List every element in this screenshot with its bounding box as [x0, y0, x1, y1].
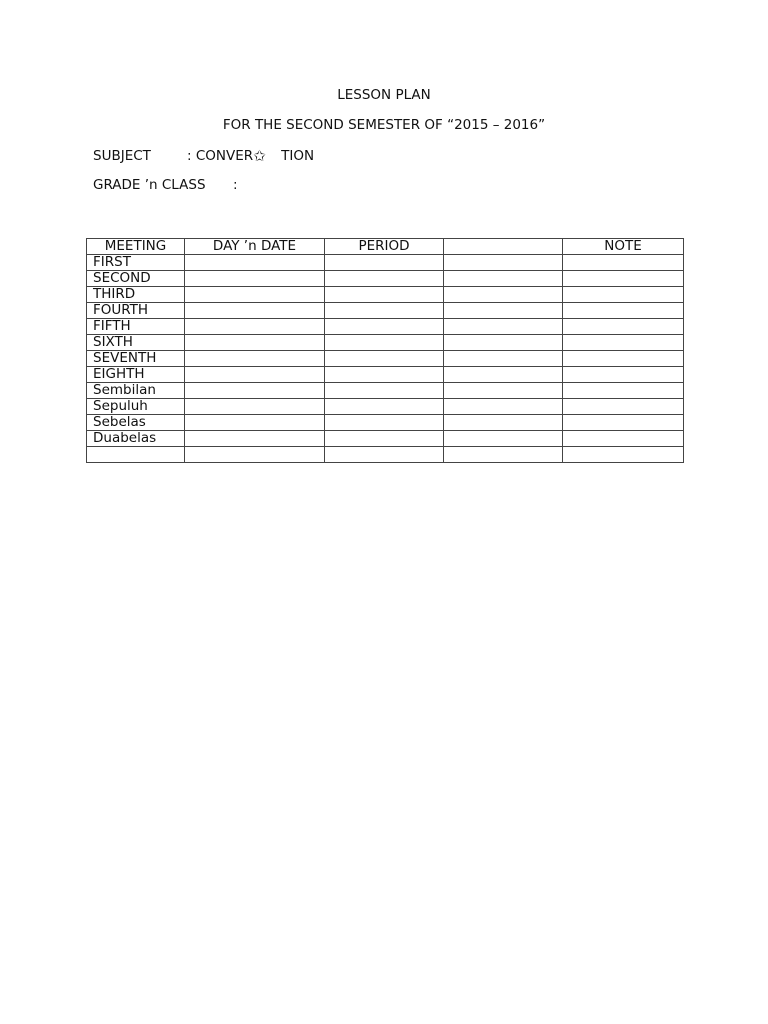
meeting-cell: FIRST [87, 255, 185, 271]
table-cell [325, 383, 444, 399]
table-cell [185, 431, 325, 447]
table-cell [563, 255, 684, 271]
table-cell [563, 303, 684, 319]
column-header: DAY ’n DATE [185, 239, 325, 255]
table-cell [444, 255, 563, 271]
table-row [87, 447, 684, 463]
meeting-cell: FIFTH [87, 319, 185, 335]
table-row [87, 303, 684, 319]
table-cell [325, 431, 444, 447]
table-cell [185, 367, 325, 383]
table-row [87, 319, 684, 335]
table-cell [325, 415, 444, 431]
table-cell [185, 415, 325, 431]
grade-class-line [93, 177, 238, 193]
table-cell [444, 447, 563, 463]
table-cell [563, 415, 684, 431]
table-cell [325, 303, 444, 319]
column-header: PERIOD [325, 239, 444, 255]
table-row [87, 287, 684, 303]
table-row [87, 399, 684, 415]
meeting-schedule-table [86, 238, 684, 463]
table-cell [185, 271, 325, 287]
table-cell [185, 287, 325, 303]
meeting-cell: SIXTH [87, 335, 185, 351]
table-cell [444, 287, 563, 303]
subject-value-part2: TION [281, 148, 315, 164]
table-cell [563, 367, 684, 383]
table-cell [185, 255, 325, 271]
table-cell [563, 287, 684, 303]
meeting-cell: EIGHTH [87, 367, 185, 383]
table-header-row [87, 239, 684, 255]
table-cell [563, 383, 684, 399]
meeting-cell: Duabelas [87, 431, 185, 447]
table-cell [185, 335, 325, 351]
table-cell [444, 335, 563, 351]
table-row [87, 367, 684, 383]
table-row [87, 351, 684, 367]
column-header: NOTE [563, 239, 684, 255]
column-header [444, 239, 563, 255]
table-cell [325, 335, 444, 351]
table-cell [563, 335, 684, 351]
table-cell [444, 431, 563, 447]
semester-heading: FOR THE SECOND SEMESTER OF “2015 – 2016” [222, 117, 546, 133]
table-cell [325, 271, 444, 287]
table-cell [185, 303, 325, 319]
meeting-cell: Sebelas [87, 415, 185, 431]
table-cell [185, 319, 325, 335]
table-cell [185, 399, 325, 415]
page-title: LESSON PLAN [337, 87, 431, 103]
table-cell [325, 319, 444, 335]
meeting-cell: FOURTH [87, 303, 185, 319]
table-cell [563, 399, 684, 415]
table-row [87, 415, 684, 431]
table-row [87, 271, 684, 287]
meeting-cell: SECOND [87, 271, 185, 287]
meeting-cell: Sembilan [87, 383, 185, 399]
meeting-cell: SEVENTH [87, 351, 185, 367]
table-cell [444, 319, 563, 335]
table-cell [444, 351, 563, 367]
table-cell [185, 383, 325, 399]
table-cell [563, 319, 684, 335]
table-row [87, 335, 684, 351]
table-cell [563, 351, 684, 367]
meeting-cell [87, 447, 185, 463]
table-cell [444, 271, 563, 287]
table-cell [185, 351, 325, 367]
column-header: MEETING [87, 239, 185, 255]
table-cell [325, 447, 444, 463]
table-cell [325, 367, 444, 383]
table-cell [563, 271, 684, 287]
table-cell [563, 447, 684, 463]
table-cell [444, 367, 563, 383]
subject-value-part1: : CONVER [187, 148, 254, 164]
table-cell [325, 351, 444, 367]
subject-line [93, 147, 314, 165]
table-row [87, 383, 684, 399]
table-row [87, 431, 684, 447]
table-cell [444, 303, 563, 319]
table-cell [444, 383, 563, 399]
table-row [87, 255, 684, 271]
subject-label: SUBJECT [93, 148, 151, 164]
table-cell [563, 431, 684, 447]
table-cell [325, 255, 444, 271]
grade-class-label: GRADE ’n CLASS [93, 177, 206, 193]
table-cell [325, 399, 444, 415]
table-cell [444, 399, 563, 415]
table-cell [444, 415, 563, 431]
grade-class-value: : [233, 177, 238, 193]
table-cell [325, 287, 444, 303]
meeting-cell: Sepuluh [87, 399, 185, 415]
table-cell [185, 447, 325, 463]
star-cursor-icon: ✩ [253, 147, 266, 165]
meeting-cell: THIRD [87, 287, 185, 303]
